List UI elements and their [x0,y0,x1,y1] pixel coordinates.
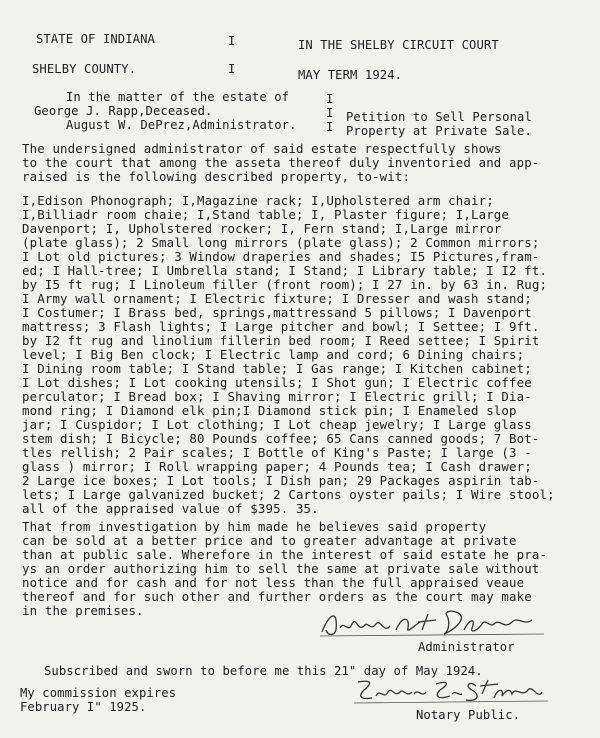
property-line: mond ring; I Diamond elk pin;I Diamond stick pin; I Enameled slop [22,403,517,418]
caption-separator-1: I [228,34,236,48]
intro-line: raised is the following described property, to-wit: [22,169,411,184]
caption-county: SHELBY COUNTY. [32,62,137,76]
sworn-statement: Subscribed and sworn to before me this 21" day of May 1924. [44,664,483,678]
property-line: perculator; I Bread box; I Shaving mirror; I Electric grill; I Dia- [22,389,532,404]
property-line: I Army wall ornament; I Electric fixture; I Dresser and wash stand; [22,291,532,306]
matter-separator-2: I [326,106,334,120]
property-line: I Costumer; I Brass bed, springs,mattressand 5 pillows; I Davenport [22,305,532,320]
caption-state: STATE OF INDIANA [36,32,155,46]
property-line: 2 Large ice boxes; I Lot tools; I Dish pan; 29 Packages aspirin tab- [22,473,540,488]
administrator-title: Administrator [418,640,515,654]
matter-line-2: George J. Rapp,Deceased. [34,104,213,118]
conclusion-line: can be sold at a better price and to greater advantage at private [22,533,517,548]
property-line: stem dish; I Bicycle; 80 Pounds coffee; 65 Cans canned goods; 7 Bot- [22,431,540,446]
notary-title: Notary Public. [416,708,521,722]
property-line: level; I Big Ben clock; I Electric lamp and cord; 6 Dining chairs; [22,347,525,362]
conclusion-line: than at public sale. Wherefore in the interest of said estate he pra- [22,547,548,562]
matter-separator-1: I [326,92,334,106]
notary-signature [352,674,552,706]
conclusion-line: thereof and for such other and further orders as the court may make [22,589,532,604]
petition-title-line-2: Property at Private Sale. [346,124,532,138]
property-line: (plate glass); 2 Small long mirrors (plate glass); 2 Common mirrors; [22,235,540,250]
conclusion-line: in the premises. [22,603,144,618]
conclusion-line: ys an order authorizing him to sell the same at private sale without [22,561,540,576]
matter-line-1: In the matter of the estate of [66,90,290,104]
property-line: lets; I Large galvanized bucket; 2 Cartons oyster pails; I Wire stool; [22,487,555,502]
intro-line: The undersigned administrator of said estate respectfully shows [22,141,502,156]
commission-line-1: My commission expires [20,686,177,700]
property-line: all of the appraised value of $395. 35. [22,501,319,516]
property-line: I Lot dishes; I Lot cooking utensils; I Shot gun; I Electric coffee [22,375,532,390]
caption-separator-2: I [228,62,236,76]
property-line: by I2 ft rug and linolium fillerin bed room; I Reed settee; I Spirit [22,333,540,348]
property-line: I Lot old pictures; 3 Window draperies and shades; I5 Pictures,fram- [22,249,540,264]
conclusion-line: notice and for cash and for not less than the full appraised veaue [22,575,525,590]
commission-line-2: February I" 1925. [20,700,147,714]
property-line: I,Edison Phonograph; I,Magazine rack; I,Upholstered arm chair; [22,193,494,208]
property-line: glass ) mirror; I Roll wrapping paper; 4 Pounds tea; I Cash drawer; [22,459,532,474]
property-line: ed; I Hall-tree; I Umbrella stand; I Stand; I Library table; I I2 ft. [22,263,548,278]
caption-court: IN THE SHELBY CIRCUIT COURT [298,38,499,52]
property-line: jar; I Cuspidor; I Lot clothing; I Lot cheap jewelry; I Large glass [22,417,532,432]
property-line: I,Billiadr room chaie; I,Stand table; I, Plaster figure; I,Large [22,207,510,222]
property-line: mattress; 3 Flash lights; I Large pitcher and bowl; I Settee; I 9ft. [22,319,540,334]
property-line: tles rellish; 2 Pair scales; I Bottle of King's Paste; I large (3 - [22,445,532,460]
matter-line-3: August W. DePrez,Administrator. [66,118,297,132]
caption-term: MAY TERM 1924. [298,68,403,82]
property-line: Davenport; I, Upholstered rocker; I, Fern stand; I,Large mirror [22,221,502,236]
property-line: by I5 ft rug; I Linoleum filler (front room); I 27 in. by 63 in. Rug; [22,277,548,292]
property-line: I Dining room table; I Stand table; I Gas range; I Kitchen cabinet; [22,361,532,376]
matter-separator-3: I [326,120,334,134]
conclusion-line: That from investigation by him made he believes said property [22,519,487,534]
petition-title-line-1: Petition to Sell Personal [346,110,532,124]
administrator-signature [318,606,548,640]
intro-line: to the court that among the asseta thereof duly inventoried and app- [22,155,540,170]
